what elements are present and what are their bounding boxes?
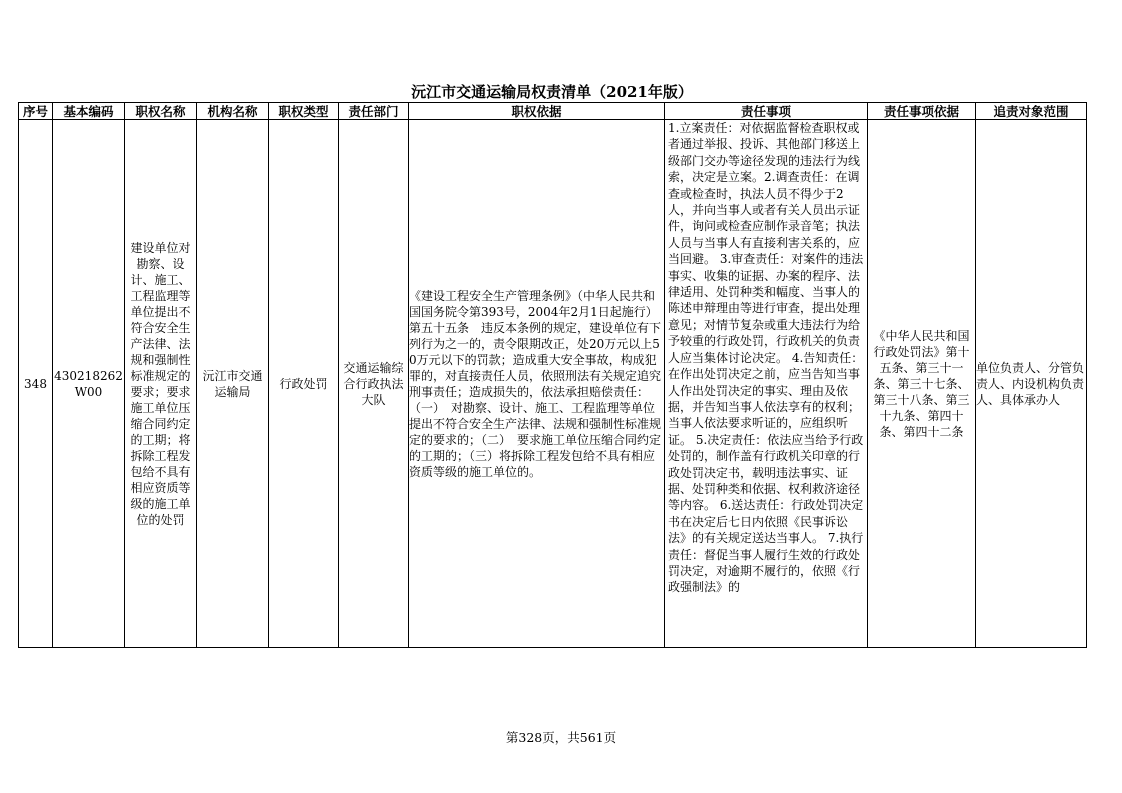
cell-power-type [269,120,339,648]
header-seq: 序号 [19,103,53,120]
header-power-type: 职权类型 [269,103,339,120]
seq-text: 348 [24,376,47,391]
header-duties: 责任事项 [665,103,868,120]
table-header-row [19,103,1087,120]
accountability-text: 单位负责人、分管负责人、内设机构负责人、具体承办人 [976,360,1085,407]
header-basis: 职权依据 [409,103,665,120]
cell-org-name [197,120,269,648]
page-title: 沅江市交通运输局权责清单（2021年版） [411,83,693,101]
table-row [19,120,1087,648]
basis-text: 《建设工程安全生产管理条例》（中华人民共和国国务院令第393号，2004年2月1日起施行）第五十五条 违反本条例的规定，建设单位有下列行为之一的，责令限期改正，处20万元以上50万元以下的罚款；造成重大安全事故，构成犯罪的，对直接责任人员，依照刑法有关规定追究刑事责任；造成损失的，依法承担赔偿责任：（一） 对勘察、设计、施工、工程监理等单位提出不符合安全生产法律、法规和强制性标准规定的要求的；（二） 要求施工单位压缩合同约定的工期的；（三）将拆除工程发包给不具有相应资质等级的施工单位的。 [409,288,662,479]
dept-text: 交通运输综合行政执法大队 [343,360,404,407]
power-name-text: 建设单位对勘察、设计、施工、工程监理等单位提出不符合安全生产法律、法规和强制性标准规定的要求；要求施工单位压缩合同约定的工期；将拆除工程发包给不具有相应资质等级的施工单位的处罚 [130,240,191,527]
power-type-text: 行政处罚 [279,376,328,391]
org-name-text: 沅江市交通运输局 [202,368,263,399]
cell-duties [665,120,868,648]
cell-duty-basis [868,120,976,648]
header-power-name: 职权名称 [125,103,197,120]
cell-code [53,120,125,648]
cell-dept [339,120,409,648]
header-org-name: 机构名称 [197,103,269,120]
cell-seq [19,120,53,648]
header-dept: 责任部门 [339,103,409,120]
cell-accountability [976,120,1087,648]
page-footer: 第328页，共561页 [505,730,617,745]
cell-basis [409,120,665,648]
duties-text: 1.立案责任：对依据监督检查职权或者通过举报、投诉、其他部门移送上级部门交办等途径发现的违法行为线索，决定是立案。2.调查责任：在调查或检查时，执法人员不得少于2人，并向当事人或者有关人员出示证件，询问或检查应制作录音笔；执法人员与当事人有直接利害关系的，应当回避。 3.审查责任：对案件的违法事实、收集的证据、办案的程序、法律适用、处罚种类和幅度、当事人的陈述申辩理由等进行审查，提出处理意见；对情节复杂或重大违法行为给予较重的行政处罚，行政机关的负责人应当集体讨论决定。 4.告知责任：在作出处罚决定之前，应当告知当事人作出处罚决定的事实、理由及依据，并告知当事人依法享有的权利；当事人依法要求听证的，应组织听证。 5.决定责任：依法应当给予行政处罚的，制作盖有行政机关印章的行政处罚决定书，载明违法事实、证据、处罚种类和依据、权利救济途径等内容。 6.送达责任：行政处罚决定书在决定后七日内依照《民事诉讼法》的有关规定送达当事人。 7.执行责任：督促当事人履行生效的行政处罚决定，对逾期不履行的，依照《行政强制法》的 [668,121,864,595]
duty-basis-text: 《中华人民共和国行政处罚法》第十五条、第三十一条、第三十七条、第三十八条、第三十九条、第四十条、第四十二条 [873,328,970,439]
header-code: 基本编码 [53,103,125,120]
responsibility-table [18,102,1087,648]
code-text: 430218262W00 [54,368,123,399]
cell-power-name [125,120,197,648]
header-duty-basis: 责任事项依据 [868,103,976,120]
header-accountability: 追责对象范围 [976,103,1087,120]
